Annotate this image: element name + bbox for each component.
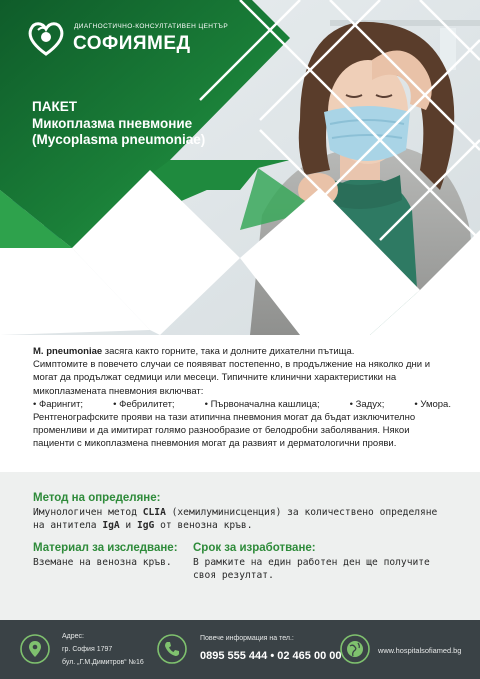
package-title xyxy=(32,99,262,149)
description-paragraph-2: Рентгенографските прояви на тази атипична пневмония могат да бъдат изключително променливи и да имитират голямо разнообразие от белодробни заболявания. Някои пациенти с микоплазмена пневмония могат да развият и дерматологични прояви. xyxy=(33,412,416,450)
package-name: Микоплазма пневмоние xyxy=(32,115,193,131)
method-igg: IgG xyxy=(136,519,155,531)
method-body xyxy=(33,507,453,532)
symptom-item: • Фебрилитет; xyxy=(113,398,175,410)
phone-numbers[interactable]: 0895 555 444 • 02 465 00 00 xyxy=(200,650,342,662)
brand-name: СОФИЯМЕД xyxy=(73,33,191,54)
brand-logo[interactable] xyxy=(26,16,246,64)
method-title: Метод на определяне: xyxy=(33,492,161,504)
description-lead xyxy=(33,345,451,358)
address-city: гр. София 1797 xyxy=(62,646,113,653)
globe-icon xyxy=(340,634,370,664)
address-label: Адрес: xyxy=(62,633,84,640)
description-paragraph-1: Симптомите в повечето случаи се появяват постепенно, в продължение на няколко дни и могат да продължат седмици или месеци. Типичните клинични характеристики на микоплазмената пневмония включват: xyxy=(33,359,431,397)
description xyxy=(33,345,451,451)
test-info-box xyxy=(0,472,480,620)
website-link[interactable]: www.hospitalsofiamed.bg xyxy=(378,646,462,655)
phone-icon xyxy=(157,634,187,664)
organism-name: M. pneumoniae xyxy=(33,346,103,357)
method-iga: IgA xyxy=(102,519,120,531)
material-title: Материал за изследване: xyxy=(33,542,178,554)
brand-subtitle: ДИАГНОСТИЧНО-КОНСУЛТАТИВЕН ЦЕНТЪР xyxy=(74,23,229,30)
method-clia: CLIA xyxy=(142,507,166,518)
address-street: бул. „Г.М.Димитров“ №16 xyxy=(62,659,144,666)
symptom-item: • Умора. xyxy=(414,398,451,410)
symptom-item: • Първоначална кашлица; xyxy=(204,398,320,410)
deadline-body: В рамките на един работен ден ще получите своя резултат. xyxy=(193,557,430,581)
lead-text: засяга както горните, така и долните дихателни пътища. xyxy=(102,346,355,357)
symptom-item: • Фарингит; xyxy=(33,398,84,410)
phone-label: Повече информация на тел.: xyxy=(200,635,294,642)
footer xyxy=(0,620,480,679)
method-text: (хемилуминисценция) за количествено определяне на антитела xyxy=(33,507,438,531)
symptom-item: • Задух; xyxy=(349,398,385,410)
method-text: Имунологичен метод xyxy=(33,507,143,518)
method-text: от венозна кръв. xyxy=(154,519,253,531)
logo-heart-icon xyxy=(26,18,66,58)
deadline-title: Срок за изработване: xyxy=(193,542,316,554)
symptom-list xyxy=(33,398,451,411)
package-latin-name: (Mycoplasma pneumoniae) xyxy=(32,132,206,147)
material-body: Вземане на венозна кръв. xyxy=(33,557,172,568)
method-text: и xyxy=(119,519,137,531)
hero-banner xyxy=(0,0,480,335)
package-label: ПАКЕТ xyxy=(32,99,77,114)
location-pin-icon xyxy=(20,634,50,664)
